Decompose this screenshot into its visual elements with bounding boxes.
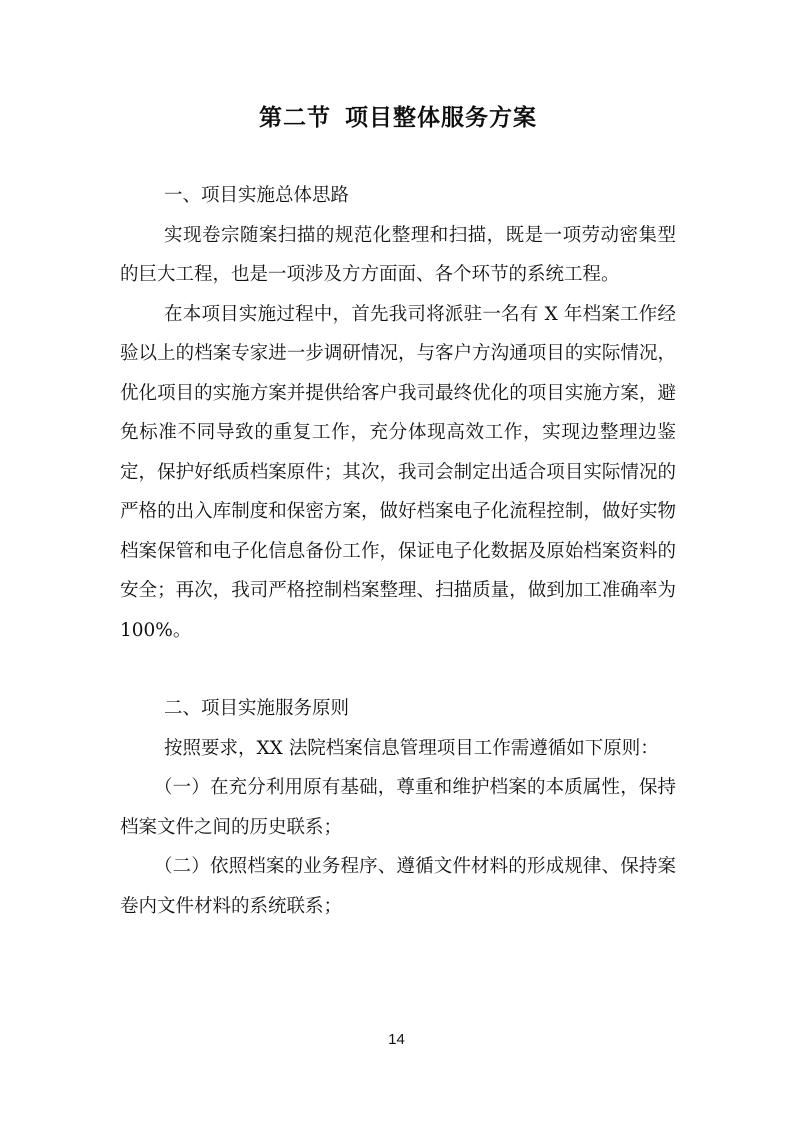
principle-item: （二）依照档案的业务程序、遵循文件材料的形成规律、保持案卷内文件材料的系统联系； (120, 856, 676, 917)
section-heading: 二、项目实施服务原则 (164, 698, 350, 719)
page-content (120, 96, 676, 926)
section-heading: 一、项目实施总体思路 (164, 185, 350, 206)
page-title (120, 96, 676, 140)
page-number: 14 (388, 1031, 405, 1048)
paragraph: 按照要求，XX 法院档案信息管理项目工作需遵循如下原则： (164, 737, 659, 759)
principle-item: （一）在充分利用原有基础，尊重和维护档案的本质属性，保持档案文件之间的历史联系； (120, 777, 676, 838)
paragraph: 在本项目实施过程中，首先我司将派驻一名有 X 年档案工作经验以上的档案专家进一步调研情况，与客户方沟通项目的实际情况，优化项目的实施方案并提供给客户我司最终优化的项目实施方案，避免标准不同导致的重复工作，充分体现高效工作，实现边整理边鉴定，保护好纸质档案原件；其次，我司会制定出适合项目实际情况的严格的出入库制度和保密方案，做好档案电子化流程控制，做好实物档案保管和电子化信息备份工作，保证电子化数据及原始档案资料的安全；再次，我司严格控制档案整理、扫描质量，做到加工准确率为 100%。 (120, 303, 676, 641)
title-section-number: 第二节 (259, 105, 331, 131)
title-text: 项目整体服务方案 (345, 105, 537, 131)
paragraph: 实现卷宗随案扫描的规范化整理和扫描，既是一项劳动密集型的巨大工程，也是一项涉及方方面面、各个环节的系统工程。 (120, 224, 676, 285)
